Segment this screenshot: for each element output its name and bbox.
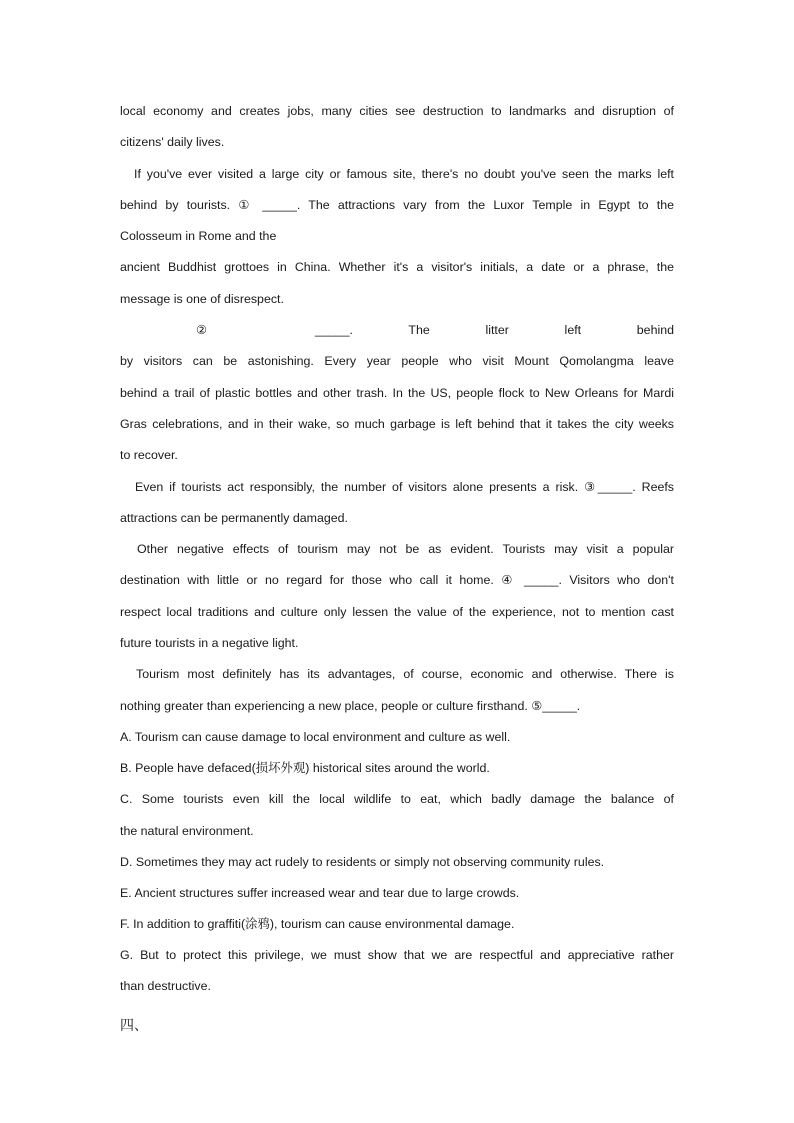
option-e: E. Ancient structures suffer increased wear and tear due to large crowds. (120, 885, 520, 900)
option-a: A. Tourism can cause damage to local environment and culture as well. (120, 729, 511, 744)
passage-line: ancient Buddhist grottoes in China. Whether it's a visitor's initials, a date or a phrase, the (120, 260, 674, 275)
passage-line: behind a trail of plastic bottles and other trash. In the US, people flock to New Orleans for Mardi (120, 385, 674, 400)
paragraph-start: ② _____. The litter left behind (196, 323, 674, 338)
option-g: G. But to protect this privilege, we must show that we are respectful and appreciative rather (120, 948, 674, 963)
passage-line: message is one of disrespect. (120, 291, 284, 306)
option-b: B. People have defaced(损坏外观) historical sites around the world. (120, 761, 490, 776)
option-f: F. In addition to graffiti(涂鸦), tourism can cause environmental damage. (120, 917, 515, 932)
passage-line: behind by tourists. ① _____. The attractions vary from the Luxor Temple in Egypt to the (120, 197, 674, 212)
passage-body (120, 96, 674, 1042)
passage-line: Colosseum in Rome and the (120, 229, 277, 244)
passage-line: destination with little or no regard for those who call it home. ④ _____. Visitors who don't (120, 573, 674, 588)
passage-line: citizens' daily lives. (120, 135, 225, 150)
option-c: C. Some tourists even kill the local wildlife to eat, which badly damage the balance of (120, 792, 674, 807)
option-g-continued: than destructive. (120, 979, 211, 994)
paragraph-start: Tourism most definitely has its advantages, of course, economic and otherwise. There is (136, 667, 674, 682)
passage-line: Gras celebrations, and in their wake, so much garbage is left behind that it takes the city weeks (120, 416, 674, 431)
passage-line: local economy and creates jobs, many cities see destruction to landmarks and disruption of (120, 104, 674, 118)
passage-line: to recover. (120, 448, 178, 463)
passage-line: future tourists in a negative light. (120, 636, 299, 651)
paragraph-start: If you've ever visited a large city or famous site, there's no doubt you've seen the marks left (134, 166, 674, 181)
option-c-continued: the natural environment. (120, 823, 254, 838)
section-heading: 四、 (120, 1017, 148, 1034)
paragraph-start: Other negative effects of tourism may not be as evident. Tourists may visit a popular (137, 542, 674, 557)
passage-line: by visitors can be astonishing. Every year people who visit Mount Qomolangma leave (120, 354, 674, 369)
paragraph-start: Even if tourists act responsibly, the number of visitors alone presents a risk. ③_____. Reefs (135, 479, 674, 494)
passage-line: attractions can be permanently damaged. (120, 510, 348, 525)
passage-line: respect local traditions and culture only lessen the value of the experience, not to mention cast (120, 604, 674, 619)
passage-line: nothing greater than experiencing a new place, people or culture firsthand. ⑤_____. (120, 698, 581, 713)
option-d: D. Sometimes they may act rudely to residents or simply not observing community rules. (120, 854, 605, 869)
